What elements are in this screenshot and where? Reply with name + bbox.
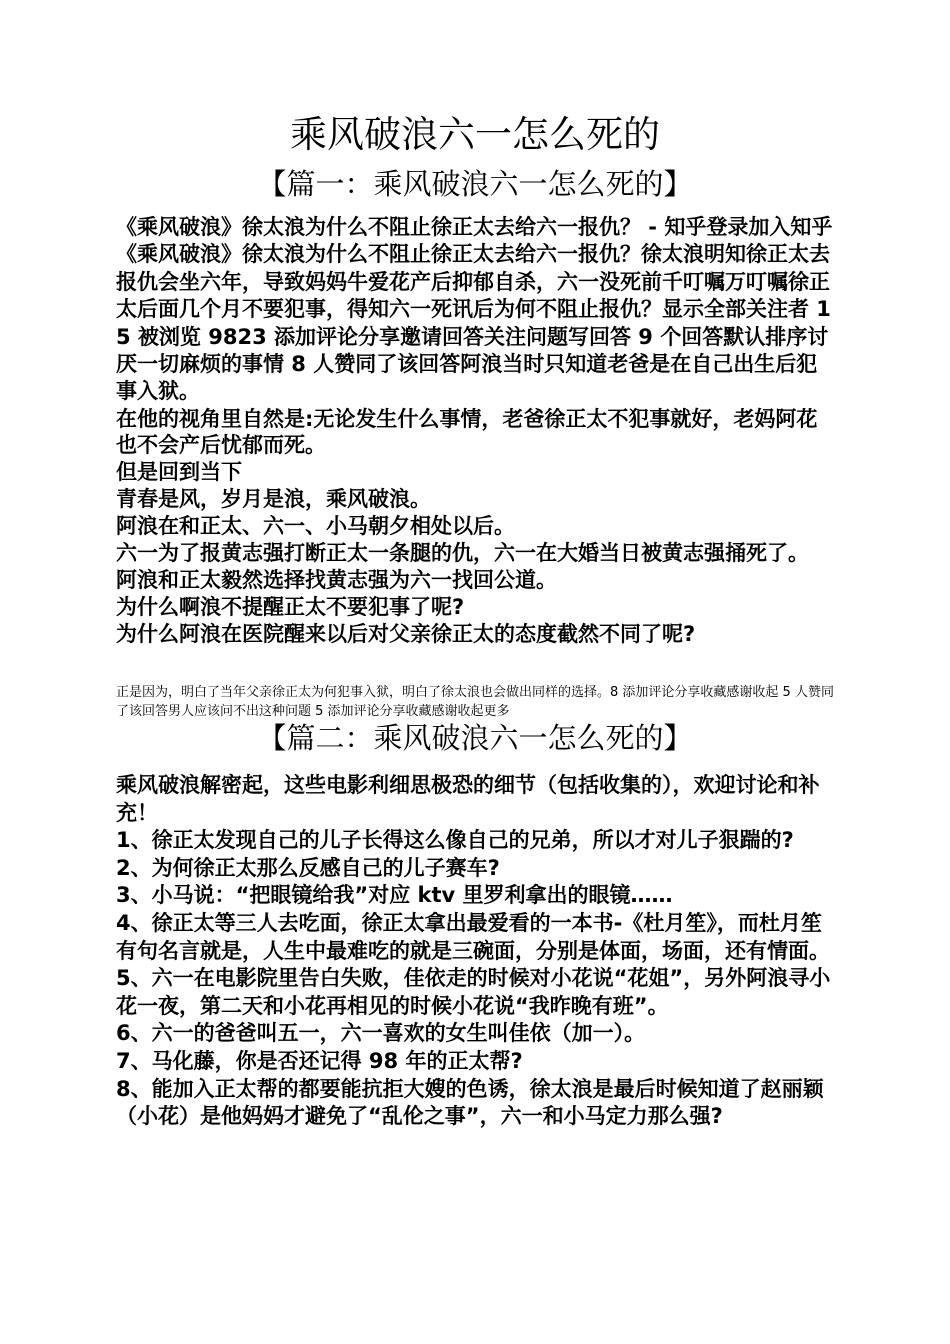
section-two-list-item: 4、徐正太等三人去吃面，徐正太拿出最爱看的一本书-《杜月笙》，而杜月笙有句名言就是，人生中最难吃的就是三碗面，分别是体面，场面，还有情面。 (116, 910, 830, 963)
section-two-list-item: 6、六一的爸爸叫五一，六一喜欢的女生叫佳依（加一）。 (116, 1021, 646, 1046)
section-two-list-item: 5、六一在电影院里告白失败，佳依走的时候对小花说“花姐”，另外阿浪寻小花一夜，第二天和小花再相见的时候小花说“我昨晚有班”。 (116, 966, 831, 1018)
section-one-heading: 【篇一：乘风破浪六一怎么死的】 (257, 167, 693, 201)
section-one-paragraph: 在他的视角里自然是:无论发生什么事情，老爸徐正太不犯事就好，老妈阿花也不会产后忧郁而死。 (116, 406, 818, 458)
section-one-paragraph: 青春是风，岁月是浪，乘风破浪。 (116, 486, 431, 511)
section-two-list-item: 3、小马说：“把眼镜给我”对应 ktv 里罗利拿出的眼镜…… (116, 883, 673, 908)
document-title: 乘风破浪六一怎么死的 (290, 113, 660, 156)
section-two-paragraph: 乘风破浪解密起，这些电影利细思极恐的细节（包括收集的），欢迎讨论和补充！ (116, 773, 820, 825)
section-two-body (116, 772, 836, 1131)
section-one-footnote: 正是因为，明白了当年父亲徐正太为何犯事入狱，明白了徐太浪也会做出同样的选择。8 添加评论分享收藏感谢收起 5 人赞同了该回答男人应该问不出这种问题 5 添加评论分享收藏感谢收起更多 (116, 685, 834, 719)
section-one-paragraph: 为什么啊浪不提醒正太不要犯事了呢? (116, 594, 465, 619)
section-two-list-item: 1、徐正太发现自己的儿子长得这么像自己的兄弟，所以才对儿子狠踹的? (116, 828, 794, 853)
section-one-paragraph: 阿浪和正太毅然选择找黄志强为六一找回公道。 (116, 567, 557, 592)
section-one-paragraph: 阿浪在和正太、六一、小马朝夕相处以后。 (116, 513, 515, 538)
section-one-paragraph: 为什么阿浪在医院醒来以后对父亲徐正太的态度截然不同了呢? (116, 621, 696, 646)
section-two-list-item: 2、为何徐正太那么反感自己的儿子赛车? (116, 855, 500, 880)
section-one-paragraph: 六一为了报黄志强打断正太一条腿的仇，六一在大婚当日被黄志强捅死了。 (116, 540, 809, 565)
section-two-heading: 【篇二：乘风破浪六一怎么死的】 (257, 721, 693, 755)
section-two-list-item: 7、马化藤，你是否还记得 98 年的正太帮? (116, 1048, 523, 1073)
section-one-body (116, 214, 836, 648)
section-two-list-item: 8、能加入正太帮的都要能抗拒大嫂的色诱，徐太浪是最后时候知道了赵丽颖（小花）是他妈妈才避免了“乱伦之事”，六一和小马定力那么强? (116, 1076, 824, 1129)
section-one-paragraph: 《乘风破浪》徐太浪为什么不阻止徐正太去给六一报仇？ - 知乎登录加入知乎《乘风破浪》徐太浪为什么不阻止徐正太去给六一报仇？徐太浪明知徐正太去报仇会坐六年，导致妈妈牛爱花产后抑郁自杀，六一没死前千叮嘱万叮嘱徐正太后面几个月不要犯事，得知六一死讯后为何不阻止报仇？显示全部关注者 15 被浏览 9823 添加评论分享邀请回答关注问题写回答 9 个回答默认排序讨厌一切麻烦的事情 8 人赞同了该回答阿浪当时只知道老爸是在自己出生后犯事入狱。 (116, 215, 833, 404)
section-one-paragraph: 但是回到当下 (116, 459, 242, 484)
